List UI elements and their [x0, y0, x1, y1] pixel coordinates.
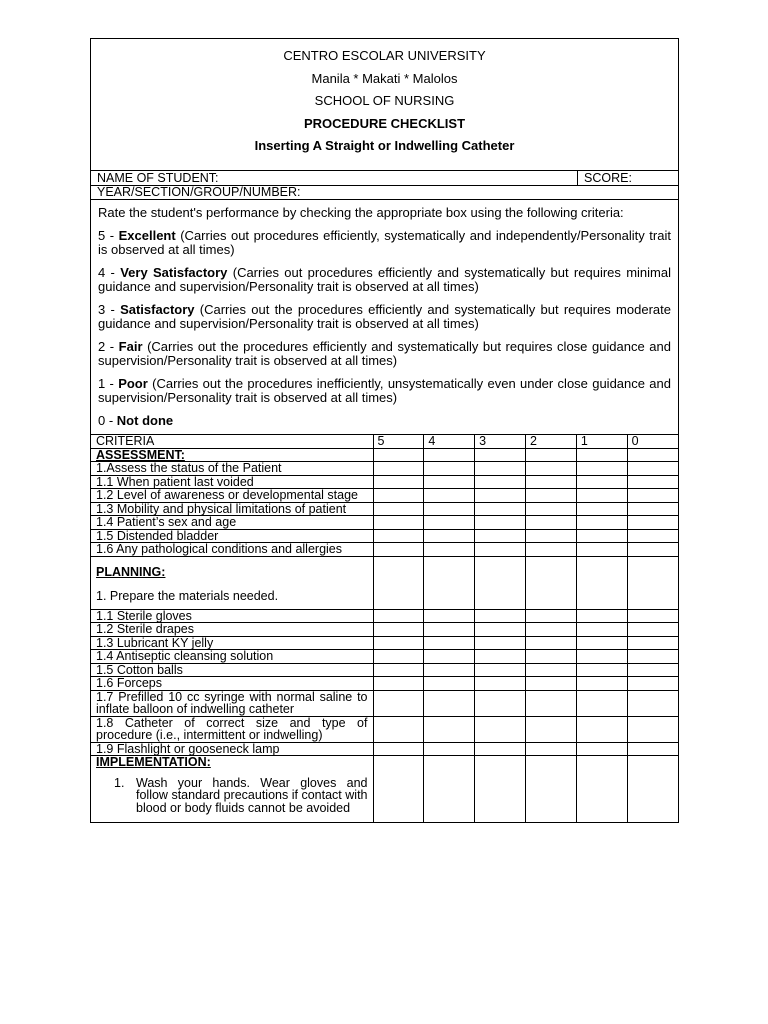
score-checkbox-cell[interactable]	[576, 609, 627, 623]
score-checkbox-cell[interactable]	[424, 690, 475, 716]
rating-label: Very Satisfactory	[120, 264, 228, 280]
score-checkbox-cell[interactable]	[373, 677, 424, 691]
criteria-text: 1.3 Lubricant KY jelly	[96, 635, 214, 650]
score-checkbox-cell[interactable]	[576, 448, 627, 462]
criteria-cell	[91, 529, 373, 543]
procedure-checklist-document	[90, 38, 679, 823]
score-checkbox-cell[interactable]	[475, 448, 526, 462]
score-checkbox-cell[interactable]	[525, 756, 576, 823]
score-checkbox-cell[interactable]	[627, 448, 678, 462]
score-checkbox-cell[interactable]	[475, 529, 526, 543]
score-checkbox-cell[interactable]	[627, 543, 678, 557]
score-checkbox-cell[interactable]	[576, 663, 627, 677]
section-row-planning	[91, 556, 678, 609]
score-checkbox-cell[interactable]	[424, 663, 475, 677]
score-checkbox-cell[interactable]	[424, 543, 475, 557]
score-checkbox-cell[interactable]	[525, 516, 576, 530]
score-checkbox-cell[interactable]	[627, 636, 678, 650]
score-checkbox-cell[interactable]	[373, 556, 424, 609]
criteria-text: 1.6 Forceps	[96, 676, 163, 690]
criteria-cell	[91, 556, 373, 609]
criteria-cell	[91, 502, 373, 516]
score-checkbox-cell[interactable]	[373, 543, 424, 557]
section-title-assessment: ASSESSMENT:	[96, 447, 185, 462]
rating-description: (Carries out the procedures inefficiently, unsystematically even under close guidance and supervision/Personality trait is observed at all times)	[98, 375, 671, 405]
step-number: 1.	[114, 775, 125, 790]
criteria-cell	[91, 756, 373, 823]
rating-number: 0 -	[98, 412, 117, 428]
score-checkbox-cell[interactable]	[424, 475, 475, 489]
table-row	[91, 690, 678, 716]
score-checkbox-cell[interactable]	[475, 742, 526, 756]
criteria-cell	[91, 462, 373, 476]
campus-list: Manila * Makati * Malolos	[311, 70, 458, 86]
score-checkbox-cell[interactable]	[576, 690, 627, 716]
score-checkbox-cell[interactable]	[475, 650, 526, 664]
score-field[interactable]: SCORE:	[584, 171, 632, 185]
section-title-planning: PLANNING:	[96, 564, 166, 579]
score-column-header: 0	[627, 435, 678, 449]
score-checkbox-cell[interactable]	[576, 716, 627, 742]
rating-number: 3 -	[98, 301, 121, 317]
score-checkbox-cell[interactable]	[475, 475, 526, 489]
score-checkbox-cell[interactable]	[627, 742, 678, 756]
rating-label: Satisfactory	[120, 301, 195, 317]
criteria-text: 1.6 Any pathological conditions and allergies	[96, 542, 343, 556]
score-checkbox-cell[interactable]	[525, 489, 576, 503]
criteria-text: 1.1 When patient last voided	[96, 474, 254, 489]
implementation-step	[96, 777, 368, 815]
step-text: Wash your hands. Wear gloves and follow standard precautions if contact with blood or body fluids cannot be avoided	[136, 775, 368, 815]
criteria-text: 1.5 Distended bladder	[96, 528, 219, 543]
table-row	[91, 742, 678, 756]
criteria-cell	[91, 716, 373, 742]
score-checkbox-cell[interactable]	[424, 516, 475, 530]
score-checkbox-cell[interactable]	[424, 636, 475, 650]
score-checkbox-cell[interactable]	[373, 756, 424, 823]
table-row	[91, 462, 678, 476]
score-checkbox-cell[interactable]	[373, 636, 424, 650]
rating-level	[98, 414, 671, 429]
section-title-implementation: IMPLEMENTATION:	[96, 755, 211, 769]
score-checkbox-cell[interactable]	[475, 489, 526, 503]
score-checkbox-cell[interactable]	[576, 623, 627, 637]
criteria-text: 1.Assess the status of the Patient	[96, 461, 282, 475]
score-checkbox-cell[interactable]	[424, 489, 475, 503]
score-column-header: 5	[373, 435, 424, 449]
score-checkbox-cell[interactable]	[627, 462, 678, 476]
table-row	[91, 502, 678, 516]
score-checkbox-cell[interactable]	[525, 677, 576, 691]
score-checkbox-cell[interactable]	[424, 716, 475, 742]
score-checkbox-cell[interactable]	[424, 502, 475, 516]
criteria-text: 1.7 Prefilled 10 cc syringe with normal saline to inflate balloon of indwelling catheter	[96, 689, 368, 716]
score-checkbox-cell[interactable]	[576, 516, 627, 530]
score-checkbox-cell[interactable]	[525, 650, 576, 664]
document-header	[91, 39, 678, 170]
score-checkbox-cell[interactable]	[525, 742, 576, 756]
rating-level	[98, 340, 671, 369]
score-checkbox-cell[interactable]	[525, 716, 576, 742]
score-checkbox-cell[interactable]	[475, 516, 526, 530]
score-checkbox-cell[interactable]	[627, 623, 678, 637]
score-checkbox-cell[interactable]	[576, 742, 627, 756]
table-row	[91, 516, 678, 530]
score-checkbox-cell[interactable]	[424, 609, 475, 623]
table-header-row	[91, 435, 678, 449]
score-checkbox-cell[interactable]	[576, 650, 627, 664]
score-checkbox-cell[interactable]	[525, 462, 576, 476]
score-checkbox-cell[interactable]	[576, 475, 627, 489]
rating-level	[98, 377, 671, 406]
score-checkbox-cell[interactable]	[475, 556, 526, 609]
score-checkbox-cell[interactable]	[525, 556, 576, 609]
score-checkbox-cell[interactable]	[373, 489, 424, 503]
score-checkbox-cell[interactable]	[576, 529, 627, 543]
score-checkbox-cell[interactable]	[576, 462, 627, 476]
score-checkbox-cell[interactable]	[525, 502, 576, 516]
score-checkbox-cell[interactable]	[627, 609, 678, 623]
criteria-cell	[91, 609, 373, 623]
procedure-title: Inserting A Straight or Indwelling Catheter	[254, 138, 515, 153]
rating-label: Excellent	[118, 227, 176, 243]
student-name-field[interactable]: NAME OF STUDENT:	[91, 171, 578, 185]
score-checkbox-cell[interactable]	[373, 716, 424, 742]
score-checkbox-cell[interactable]	[525, 475, 576, 489]
criteria-cell	[91, 489, 373, 503]
table-row	[91, 609, 678, 623]
rating-description: (Carries out procedures efficiently, systematically and independently/Personality trait is observed at all times)	[98, 227, 671, 257]
rating-scale-list	[98, 229, 671, 429]
score-checkbox-cell[interactable]	[627, 756, 678, 823]
table-row	[91, 650, 678, 664]
rating-label: Fair	[118, 338, 143, 354]
criteria-cell	[91, 650, 373, 664]
table-row	[91, 623, 678, 637]
score-checkbox-cell[interactable]	[475, 677, 526, 691]
criteria-text: 1.9 Flashlight or gooseneck lamp	[96, 741, 280, 756]
rating-number: 4 -	[98, 264, 121, 280]
criteria-text: 1.2 Level of awareness or developmental stage	[96, 488, 358, 502]
score-checkbox-cell[interactable]	[627, 650, 678, 664]
criteria-text: 1.4 Patient’s sex and age	[96, 515, 237, 529]
score-checkbox-cell[interactable]	[627, 516, 678, 530]
score-checkbox-cell[interactable]	[475, 502, 526, 516]
score-checkbox-cell[interactable]	[525, 636, 576, 650]
criteria-text: 1.2 Sterile drapes	[96, 622, 194, 636]
score-checkbox-cell[interactable]	[525, 543, 576, 557]
score-checkbox-cell[interactable]	[576, 677, 627, 691]
score-checkbox-cell[interactable]	[576, 756, 627, 823]
planning-main-item: 1. Prepare the materials needed.	[96, 588, 279, 603]
score-checkbox-cell[interactable]	[373, 502, 424, 516]
criteria-cell	[91, 448, 373, 462]
checklist-table	[91, 434, 678, 822]
rating-number: 2 -	[98, 338, 119, 354]
score-checkbox-cell[interactable]	[373, 663, 424, 677]
score-checkbox-cell[interactable]	[424, 623, 475, 637]
score-checkbox-cell[interactable]	[627, 716, 678, 742]
rating-description: (Carries out the procedures efficiently and systematically but requires close guidance and supervision/Personality trait is observed at all times)	[98, 338, 671, 368]
score-checkbox-cell[interactable]	[475, 543, 526, 557]
university-name: CENTRO ESCOLAR UNIVERSITY	[283, 48, 486, 63]
score-checkbox-cell[interactable]	[475, 462, 526, 476]
score-checkbox-cell[interactable]	[525, 690, 576, 716]
criteria-header: CRITERIA	[96, 434, 155, 448]
score-checkbox-cell[interactable]	[373, 609, 424, 623]
rating-description: (Carries out procedures efficiently and systematically but requires minimal guidance and supervision/Personality trait is observed at all times)	[98, 264, 671, 294]
score-checkbox-cell[interactable]	[627, 529, 678, 543]
score-checkbox-cell[interactable]	[627, 677, 678, 691]
criteria-text: 1.3 Mobility and physical limitations of patient	[96, 501, 347, 516]
table-row	[91, 677, 678, 691]
criteria-cell	[91, 475, 373, 489]
rating-level	[98, 229, 671, 258]
criteria-cell	[91, 690, 373, 716]
criteria-text: 1.1 Sterile gloves	[96, 608, 192, 623]
score-checkbox-cell[interactable]	[373, 690, 424, 716]
score-checkbox-cell[interactable]	[373, 516, 424, 530]
score-checkbox-cell[interactable]	[424, 650, 475, 664]
rating-label: Not done	[116, 412, 174, 428]
score-checkbox-cell[interactable]	[475, 609, 526, 623]
score-checkbox-cell[interactable]	[627, 690, 678, 716]
score-column-header: 4	[424, 435, 475, 449]
score-column-header: 1	[576, 435, 627, 449]
rating-description: (Carries out the procedures efficiently and systematically but requires moderate guidance and supervision/Personality trait is observed at all times)	[98, 301, 671, 331]
table-row	[91, 663, 678, 677]
rating-number: 5 -	[98, 227, 119, 243]
rating-number: 1 -	[98, 375, 119, 391]
score-checkbox-cell[interactable]	[525, 623, 576, 637]
rating-level	[98, 266, 671, 295]
score-checkbox-cell[interactable]	[576, 556, 627, 609]
document-title: PROCEDURE CHECKLIST	[303, 115, 466, 131]
score-column-header: 3	[475, 435, 526, 449]
score-checkbox-cell[interactable]	[424, 756, 475, 823]
score-checkbox-cell[interactable]	[525, 609, 576, 623]
score-checkbox-cell[interactable]	[424, 462, 475, 476]
year-section-field[interactable]: YEAR/SECTION/GROUP/NUMBER:	[91, 185, 678, 199]
table-row	[91, 716, 678, 742]
score-checkbox-cell[interactable]	[627, 489, 678, 503]
table-row	[91, 529, 678, 543]
criteria-cell	[91, 742, 373, 756]
criteria-cell	[91, 663, 373, 677]
score-checkbox-cell[interactable]	[475, 690, 526, 716]
score-checkbox-cell[interactable]	[373, 475, 424, 489]
rating-label: Poor	[118, 375, 148, 391]
school-name: SCHOOL OF NURSING	[314, 93, 455, 108]
criteria-text: 1.8 Catheter of correct size and type of procedure (i.e., intermittent or indwelling)	[96, 715, 368, 742]
score-checkbox-cell[interactable]	[373, 623, 424, 637]
score-checkbox-cell[interactable]	[475, 716, 526, 742]
score-checkbox-cell[interactable]	[576, 636, 627, 650]
score-checkbox-cell[interactable]	[576, 489, 627, 503]
criteria-cell	[91, 435, 373, 449]
rating-instructions	[91, 199, 678, 434]
criteria-cell	[91, 516, 373, 530]
criteria-cell	[91, 677, 373, 691]
score-checkbox-cell[interactable]	[525, 663, 576, 677]
score-checkbox-cell[interactable]	[475, 623, 526, 637]
score-checkbox-cell[interactable]	[475, 636, 526, 650]
section-row-implementation	[91, 756, 678, 823]
score-checkbox-cell[interactable]	[424, 742, 475, 756]
score-checkbox-cell[interactable]	[627, 475, 678, 489]
table-row	[91, 489, 678, 503]
score-checkbox-cell[interactable]	[373, 462, 424, 476]
score-checkbox-cell[interactable]	[627, 502, 678, 516]
score-checkbox-cell[interactable]	[525, 529, 576, 543]
criteria-text: 1.5 Cotton balls	[96, 662, 183, 677]
table-row	[91, 475, 678, 489]
score-checkbox-cell[interactable]	[373, 448, 424, 462]
score-checkbox-cell[interactable]	[424, 448, 475, 462]
score-checkbox-cell[interactable]	[475, 663, 526, 677]
score-checkbox-cell[interactable]	[576, 543, 627, 557]
score-checkbox-cell[interactable]	[373, 742, 424, 756]
score-checkbox-cell[interactable]	[424, 529, 475, 543]
student-info-row	[91, 170, 678, 185]
criteria-cell	[91, 543, 373, 557]
score-checkbox-cell[interactable]	[373, 650, 424, 664]
criteria-cell	[91, 623, 373, 637]
score-checkbox-cell[interactable]	[576, 502, 627, 516]
score-checkbox-cell[interactable]	[424, 556, 475, 609]
score-checkbox-cell[interactable]	[627, 663, 678, 677]
score-checkbox-cell[interactable]	[475, 756, 526, 823]
score-checkbox-cell[interactable]	[627, 556, 678, 609]
score-checkbox-cell[interactable]	[424, 677, 475, 691]
instructions-intro: Rate the student's performance by checking the appropriate box using the following criteria:	[98, 205, 624, 220]
criteria-text: 1.4 Antiseptic cleansing solution	[96, 649, 274, 663]
table-row	[91, 543, 678, 557]
criteria-cell	[91, 636, 373, 650]
score-checkbox-cell[interactable]	[525, 448, 576, 462]
score-column-header: 2	[525, 435, 576, 449]
score-checkbox-cell[interactable]	[373, 529, 424, 543]
rating-level	[98, 303, 671, 332]
table-row	[91, 636, 678, 650]
section-row-assessment	[91, 448, 678, 462]
